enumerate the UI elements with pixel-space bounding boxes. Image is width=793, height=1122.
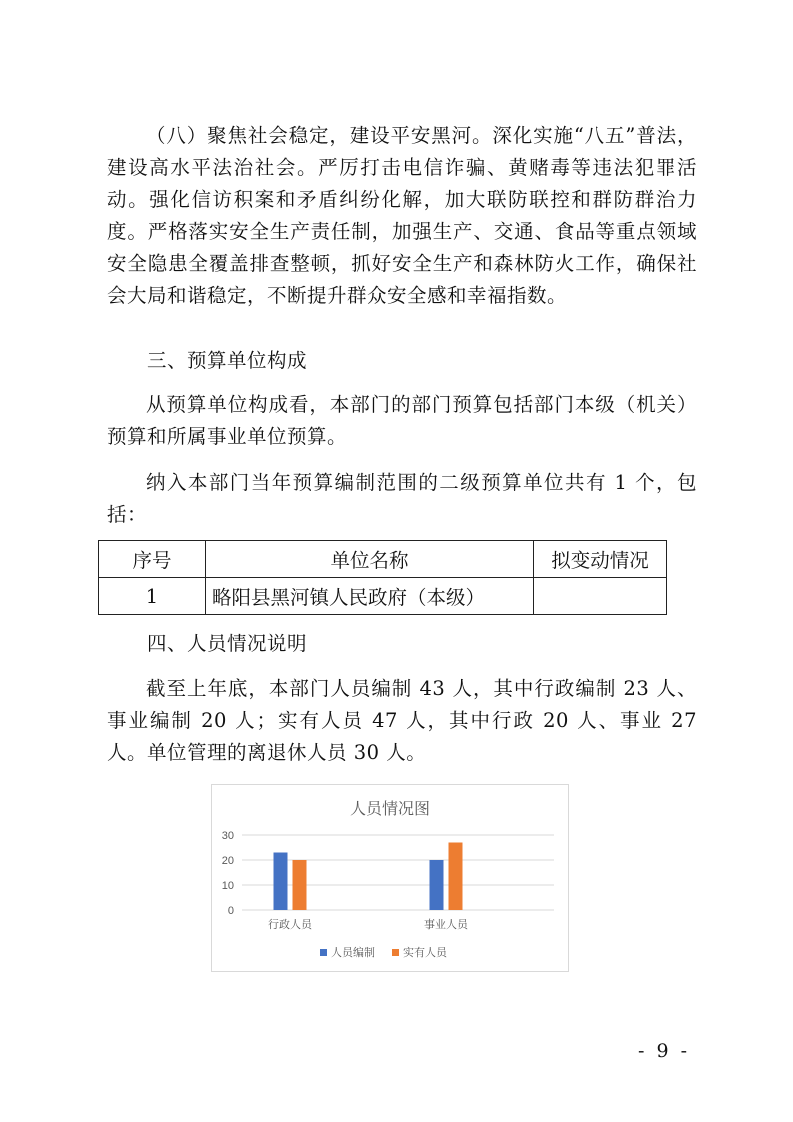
y-tick-label: 0: [227, 905, 234, 917]
section-eight-paragraph: （八）聚焦社会稳定，建设平安黑河。深化实施“八五”普法，建设高水平法治社会。严厉打击电信诈骗、黄赌毒等违法犯罪活动。强化信访积案和矛盾纠纷化解，加大联防联控和群防群治力度。严格落实安全生产责任制，加强生产、交通、食品等重点领域安全隐患全覆盖排查整顿，抓好安全生产和森林防火工作，确保社会大局和谐稳定，不断提升群众安全感和幸福指数。: [107, 124, 697, 307]
section-three-heading: 三、预算单位构成: [147, 349, 308, 372]
staffing-chart: [211, 784, 569, 972]
x-tick-label: 事业人员: [424, 919, 468, 931]
section-four-paragraph: 截至上年底，本部门人员编制 43 人，其中行政编制 23 人、事业编制 20 人；实有人员 47 人，其中行政 20 人、事业 27 人。单位管理的离退休人员 30 人。: [107, 677, 697, 764]
table-row: [99, 578, 667, 615]
section-four-heading: 四、人员情况说明: [147, 632, 308, 655]
table-cell: 略阳县黑河镇人民政府（本级）: [206, 578, 534, 615]
table-header-cell: 单位名称: [206, 541, 534, 578]
table-header-cell: 拟变动情况: [534, 541, 667, 578]
legend-label: 实有人员: [403, 947, 447, 959]
bar-staff-quota: [430, 860, 444, 910]
bar-staff-quota: [274, 853, 288, 911]
page-number: - 9 -: [638, 1040, 691, 1062]
bar-actual-staff: [293, 860, 307, 910]
y-tick-label: 10: [221, 880, 234, 892]
y-tick-label: 30: [221, 830, 234, 842]
legend-label: 人员编制: [331, 947, 375, 959]
table-header-cell: 序号: [99, 541, 206, 578]
y-tick-label: 20: [221, 855, 234, 867]
section-three-paragraph-1: 从预算单位构成看，本部门的部门预算包括部门本级（机关）预算和所属事业单位预算。: [107, 393, 697, 448]
table-cell: 1: [99, 578, 206, 615]
legend-swatch: [392, 949, 399, 956]
chart-title: 人员情况图: [349, 801, 431, 818]
x-tick-label: 行政人员: [268, 919, 312, 931]
chart-svg: [212, 785, 568, 971]
table-header-row: [99, 541, 667, 578]
bar-actual-staff: [449, 843, 463, 911]
table-cell: [534, 578, 667, 615]
legend-swatch: [320, 949, 327, 956]
section-three-paragraph-2: 纳入本部门当年预算编制范围的二级预算单位共有 1 个，包括：: [107, 471, 697, 526]
budget-units-table: [98, 540, 667, 615]
